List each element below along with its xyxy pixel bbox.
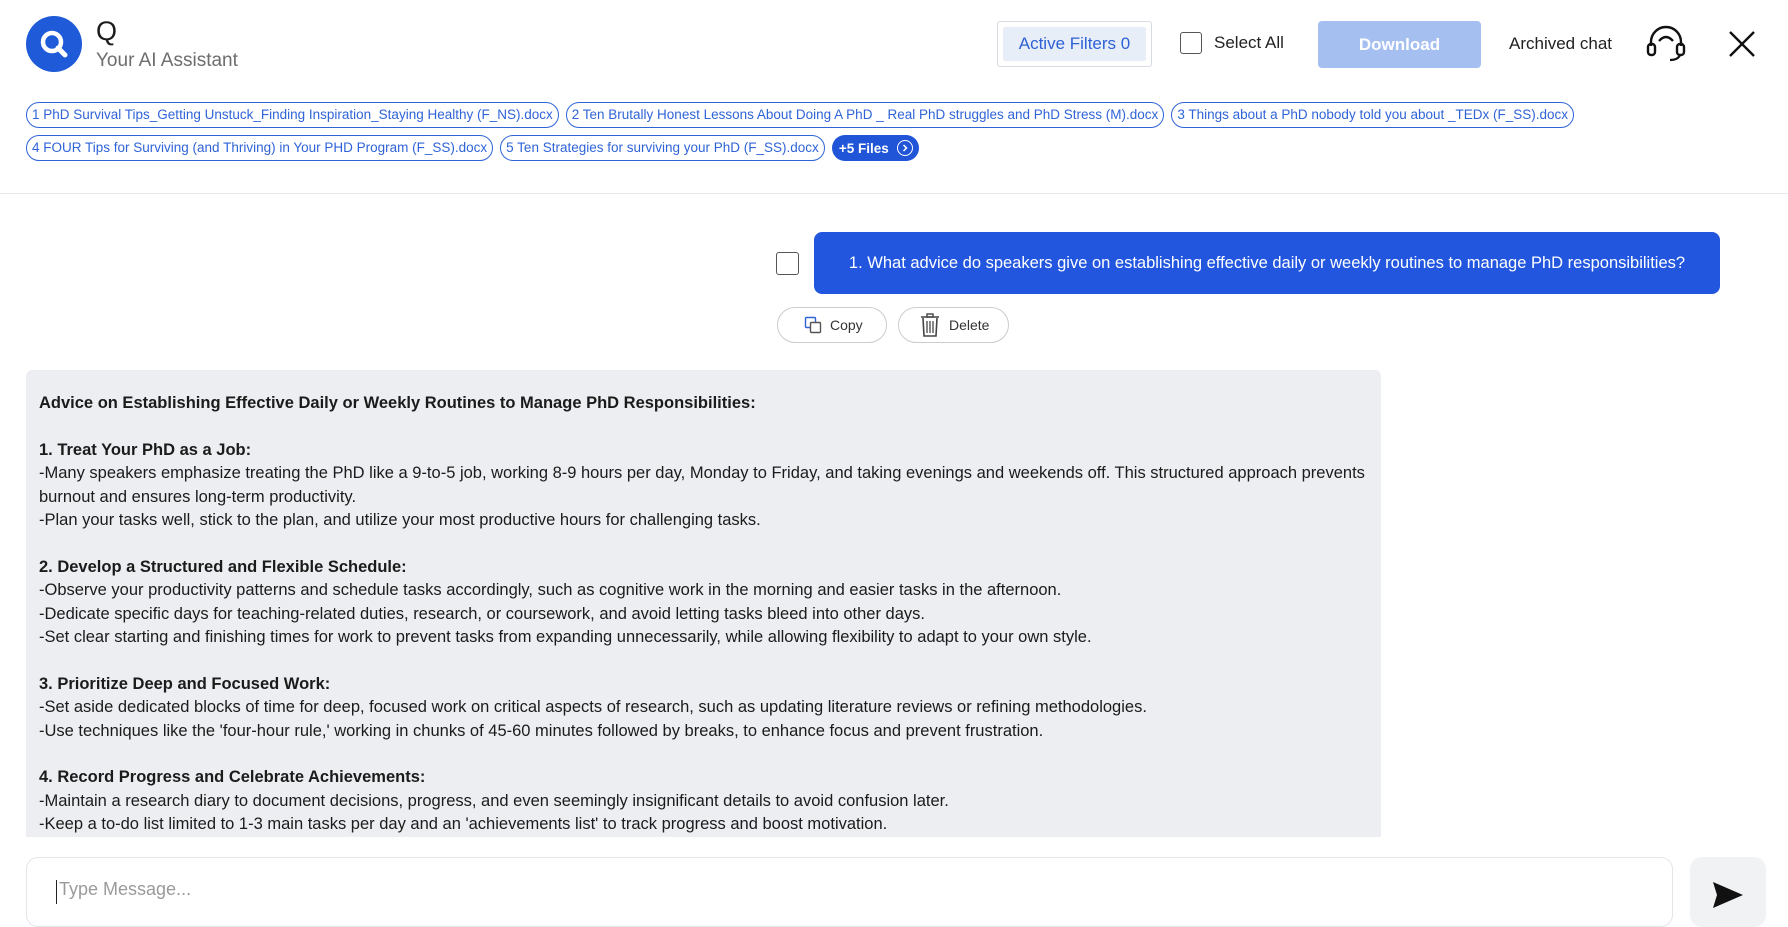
more-files-button[interactable] xyxy=(832,135,919,161)
user-message-bubble: 1. What advice do speakers give on establishing effective daily or weekly routines to manage PhD responsibilities? xyxy=(814,232,1720,294)
section-line: -Maintain a research diary to document decisions, progress, and even seemingly insignificant details to avoid confusion later. xyxy=(39,791,949,810)
select-all-label: Select All xyxy=(1214,33,1284,52)
section-line: -Plan your tasks well, stick to the plan, and utilize your most productive hours for challenging tasks. xyxy=(39,511,761,530)
section-line: -Set aside dedicated blocks of time for deep, focused work on critical aspects of research, such as updating literature reviews or refining methodologies. xyxy=(39,698,1147,717)
file-chip[interactable]: 1 PhD Survival Tips_Getting Unstuck_Finding Inspiration_Staying Healthy (F_NS).docx xyxy=(26,102,559,128)
section-line: -Keep a to-do list limited to 1-3 main tasks per day and an 'achievements list' to track progress and boost motivation. xyxy=(39,815,888,834)
section-line: -Set clear starting and finishing times for work to prevent tasks from expanding unnecessarily, while allowing flexibility to adapt to your own style. xyxy=(39,628,1092,647)
select-all-control[interactable] xyxy=(1180,32,1284,54)
send-icon xyxy=(1712,881,1744,909)
file-chip[interactable]: 5 Ten Strategies for surviving your PhD (F_SS).docx xyxy=(500,135,825,161)
file-chip-row xyxy=(26,102,1746,128)
selected-files xyxy=(26,102,1746,168)
copy-label: Copy xyxy=(830,317,863,333)
message-placeholder: Type Message... xyxy=(59,879,192,899)
app-title: Q xyxy=(96,16,118,46)
section-line: -Dedicate specific days for teaching-related duties, research, or coursework, and avoid letting tasks bleed into other days. xyxy=(39,604,925,623)
delete-label: Delete xyxy=(949,317,990,333)
copy-button[interactable] xyxy=(777,307,887,343)
file-chip[interactable]: 4 FOUR Tips for Surviving (and Thriving) in Your PHD Program (F_SS).docx xyxy=(26,135,493,161)
download-button[interactable]: Download xyxy=(1318,21,1481,68)
section-line: -Observe your productivity patterns and schedule tasks accordingly, such as cognitive work in the morning and easier tasks in the afternoon. xyxy=(39,581,1062,600)
delete-button[interactable] xyxy=(898,307,1009,343)
active-filters-button[interactable] xyxy=(997,21,1152,67)
archived-chat-link[interactable]: Archived chat xyxy=(1509,34,1612,53)
header-divider xyxy=(0,193,1788,194)
close-icon[interactable] xyxy=(1727,29,1757,64)
section-heading: 2. Develop a Structured and Flexible Schedule: xyxy=(39,557,407,576)
file-chip[interactable]: 2 Ten Brutally Honest Lessons About Doing A PhD _ Real PhD struggles and PhD Stress (M).docx xyxy=(566,102,1165,128)
file-chip[interactable]: 3 Things about a PhD nobody told you about _TEDx (F_SS).docx xyxy=(1171,102,1574,128)
app-logo xyxy=(26,16,82,72)
trash-icon xyxy=(919,313,941,337)
text-caret xyxy=(56,880,57,904)
app-subtitle: Your AI Assistant xyxy=(96,50,238,71)
section-line: -Many speakers emphasize treating the PhD like a 9-to-5 job, working 8-9 hours per day, Monday to Friday, and taking evenings and weekends off. This structured approach prevents burnout and ensures long-term productivity. xyxy=(39,464,1370,506)
search-icon xyxy=(38,28,70,60)
copy-icon xyxy=(804,316,822,334)
message-select-checkbox[interactable] xyxy=(776,252,799,275)
active-filters-label: Active Filters 0 xyxy=(1003,27,1146,61)
response-title: Advice on Establishing Effective Daily or Weekly Routines to Manage PhD Responsibilities: xyxy=(39,394,756,412)
message-input[interactable] xyxy=(26,857,1673,927)
chevron-right-circle-icon xyxy=(897,140,913,156)
more-files-label: +5 Files xyxy=(838,140,889,156)
assistant-response xyxy=(26,370,1381,837)
send-button[interactable] xyxy=(1690,857,1766,927)
select-all-checkbox[interactable] xyxy=(1180,32,1202,54)
section-heading: 3. Prioritize Deep and Focused Work: xyxy=(39,674,331,693)
file-chip-row xyxy=(26,135,1746,161)
headset-icon[interactable] xyxy=(1646,24,1686,67)
section-line: -Use techniques like the 'four-hour rule,' working in chunks of 45-60 minutes followed by breaks, to enhance focus and prevent frustration. xyxy=(39,721,1044,740)
section-heading: 4. Record Progress and Celebrate Achievements: xyxy=(39,768,426,787)
section-heading: 1. Treat Your PhD as a Job: xyxy=(39,440,252,459)
